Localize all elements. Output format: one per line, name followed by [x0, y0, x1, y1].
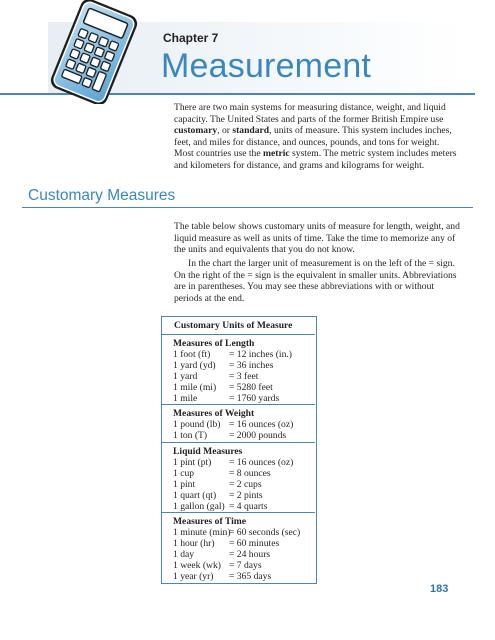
equivalent-cell: = 16 ounces (oz) [229, 457, 294, 468]
table-group-heading: Measures of Length [173, 338, 255, 349]
unit-cell: 1 gallon (gal) [173, 501, 225, 512]
unit-cell: 1 hour (hr) [173, 538, 215, 549]
table-group-divider [162, 442, 315, 443]
unit-cell: 1 week (wk) [173, 560, 221, 571]
unit-cell: 1 yard (yd) [173, 360, 216, 371]
table-group-heading: Liquid Measures [173, 446, 243, 457]
table-group-divider [162, 404, 315, 405]
table-row [173, 360, 274, 371]
bold-term: metric [263, 148, 290, 160]
equivalent-cell: = 2 pints [229, 490, 263, 501]
table-group-divider [162, 334, 315, 335]
equivalent-cell: = 24 hours [229, 549, 271, 560]
equivalent-cell: = 7 days [229, 560, 262, 571]
unit-cell: 1 pint [173, 479, 196, 490]
equivalent-cell: = 8 ounces [229, 468, 271, 479]
equivalent-cell: = 2000 pounds [229, 430, 287, 441]
unit-cell: 1 minute (min) [173, 527, 231, 538]
table-group-divider [162, 512, 315, 513]
table-row [173, 393, 280, 404]
unit-cell: 1 year (yr) [173, 571, 214, 582]
intro-text: , units of measure. This system includes inches, feet, and miles for distance, and ounces, pounds, and tons for weight. Most countries use the [174, 125, 452, 160]
unit-cell: 1 quart (qt) [173, 490, 217, 501]
equivalent-cell: = 5280 feet [229, 382, 273, 393]
table-row [173, 371, 259, 382]
unit-cell: 1 day [173, 549, 195, 560]
section-divider [22, 207, 473, 208]
table-title: Customary Units of Measure [174, 320, 293, 331]
unit-cell: 1 pint (pt) [173, 457, 212, 468]
table-row [173, 549, 271, 560]
table-row [173, 560, 262, 571]
table-row [173, 501, 268, 512]
unit-cell: 1 foot (ft) [173, 349, 211, 360]
equivalent-cell: = 16 ounces (oz) [229, 419, 294, 430]
chapter-title: Measurement [161, 47, 372, 85]
unit-cell: 1 ton (T) [173, 430, 208, 441]
page-number: 183 [430, 583, 449, 595]
table-row [173, 490, 263, 501]
table-row [173, 457, 294, 468]
table-row [173, 430, 287, 441]
intro-text: There are two main systems for measuring distance, weight, and liquid capacity. The United States and parts of the former British Empire use [174, 102, 446, 125]
equivalent-cell: = 2 cups [229, 479, 262, 490]
equivalent-cell: = 3 feet [229, 371, 259, 382]
table-row [173, 382, 273, 393]
equivalent-cell: = 60 minutes [229, 538, 280, 549]
unit-cell: 1 mile [173, 393, 198, 404]
equivalent-cell: = 60 seconds (sec) [229, 527, 301, 538]
equivalent-cell: = 4 quarts [229, 501, 268, 512]
intro-text: , or [217, 125, 233, 137]
unit-cell: 1 mile (mi) [173, 382, 217, 393]
table-row [173, 419, 294, 430]
intro-text: system. The metric system includes meters and kilometers for distance, and grams and kilograms for weight. [174, 148, 457, 171]
unit-cell: 1 pound (lb) [173, 419, 221, 430]
bold-term: standard [232, 125, 270, 137]
table-row [173, 468, 271, 479]
calculator-icon [42, 0, 146, 104]
body-paragraph: In the chart the larger unit of measurement is on the left of the = sign. On the right of the = sign is the equivalent in smaller units. Abbreviations are in parentheses. You may see these abbreviations with or without periods at the end. [174, 258, 457, 304]
table-group-heading: Measures of Time [173, 516, 247, 527]
section-heading: Customary Measures [28, 187, 176, 204]
table-row [173, 571, 272, 582]
table-row [173, 349, 292, 360]
table-row [173, 538, 280, 549]
intro-paragraph [174, 102, 458, 172]
equivalent-cell: = 36 inches [229, 360, 274, 371]
equivalent-cell: = 12 inches (in.) [229, 349, 292, 360]
body-paragraph: The table below shows customary units of measure for length, weight, and liquid measure as well as units of time. Take the time to memorize any of the units and equivalents that you do not know. [174, 221, 460, 256]
chapter-label: Chapter 7 [163, 31, 219, 45]
equivalent-cell: = 1760 yards [229, 393, 280, 404]
bold-term: customary [174, 125, 218, 137]
table-group-heading: Measures of Weight [173, 408, 255, 419]
table-row [173, 479, 262, 490]
equivalent-cell: = 365 days [229, 571, 272, 582]
unit-cell: 1 cup [173, 468, 195, 479]
unit-cell: 1 yard [173, 371, 198, 382]
table-row [173, 527, 301, 538]
